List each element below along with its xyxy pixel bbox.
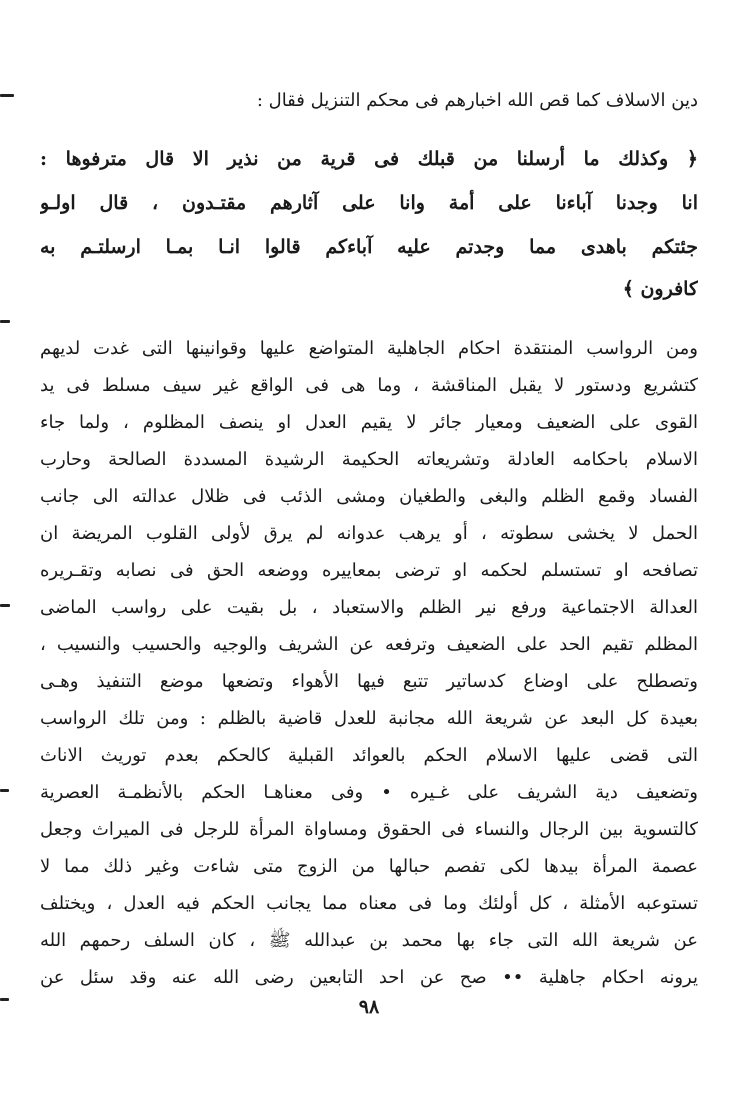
text-line: يرونه احكام جاهلية •• صح عن احد التابعين رضى الله عنه وقد سئل عن: [40, 967, 698, 988]
text-line: المظلم تقيم الحد على الضعيف وترفعه عن الشريف والوجيه والحسيب والنسيب ،: [40, 634, 698, 655]
quran-verse-line: ﴿ وكذلك ما أرسلنا من قبلك فى قرية من نذير الا قال مترفوها :: [40, 148, 698, 170]
text-line: الحمل لا يخشى سطوته ، أو يرهب عدوانه لم يرق لأولى القلوب المريضة ان: [40, 523, 698, 544]
text-line: ومن الرواسب المنتقدة احكام الجاهلية المتواضع عليها وقوانينها التى غدت لديهم: [40, 338, 698, 359]
text-line: دين الاسلاف كما قص الله اخبارهم فى محكم التنزيل فقال :: [256, 90, 698, 111]
margin-mark: [0, 320, 10, 323]
text-line: العدالة الاجتماعية ورفع نير الظلم والاستعباد ، بل بقيت على رواسب الماضى: [40, 597, 698, 618]
margin-mark: [0, 94, 14, 97]
text-line: تصافحه او تستسلم لحكمه او ترضى بمعاييره ووضعه الحق فى نصابه وتقـريره: [40, 560, 698, 581]
quran-verse-line: انا وجدنا آباءنا على أمة وانا على آثارهم مقتـدون ، قال اولـو: [40, 192, 698, 214]
text-line: كتشريع ودستور لا يقبل المناقشة ، وما هى فى الواقع غير سيف مسلط فى يد: [40, 375, 698, 396]
page-number: ٩٨: [358, 996, 380, 1018]
text-line: عصمة المرأة بيدها لكى تفصم حبالها من الزوج متى شاءت وغير ذلك مما لا: [40, 856, 698, 877]
margin-mark: [0, 604, 10, 607]
text-line: وتضعيف دية الشريف على غـيره • وفى معناهـا الحكم بالأنظمـة العصرية: [40, 782, 698, 803]
text-line: وتصطلح على اوضاع كدساتير تتبع فيها الأهواء وتضعها موضع التنفيذ وهـى: [40, 671, 698, 692]
quran-verse-line: جئتكم باهدى مما وجدتم عليه آباءكم قالوا انـا بمـا ارسلتـم به: [40, 236, 698, 258]
margin-mark: [0, 789, 9, 792]
quran-verse-line: كافرون ﴾: [622, 278, 698, 300]
text-line: بعيدة كل البعد عن شريعة الله مجانبة للعدل قاضية بالظلم : ومن تلك الرواسب: [40, 708, 698, 729]
text-line: القوى على الضعيف ومعيار جائر لا يقيم العدل او ينصف المظلوم ، ولما جاء: [40, 412, 698, 433]
text-line: تستوعبه الأمثلة ، كل أولئك وما فى معناه مما يجانب الحكم فيه العدل ، ويختلف: [40, 893, 698, 914]
text-line: التى قضى عليها الاسلام الحكم بالعوائد القبلية كالحكم بعدم توريث الاناث: [40, 745, 698, 766]
text-line: عن شريعة الله التى جاء بها محمد بن عبدالله ﷺ ، كان السلف رحمهم الله: [40, 930, 698, 951]
text-line: الفساد وقمع الظلم والبغى والطغيان ومشى الذئب فى ظلال عدالته الى جانب: [40, 486, 698, 507]
text-line: كالتسوية بين الرجال والنساء فى الحقوق ومساواة المرأة للرجل فى الميراث وجعل: [40, 819, 698, 840]
text-line: الاسلام باحكامه العادلة وتشريعاته الحكيمة الرشيدة المسددة الصالحة وحارب: [40, 449, 698, 470]
